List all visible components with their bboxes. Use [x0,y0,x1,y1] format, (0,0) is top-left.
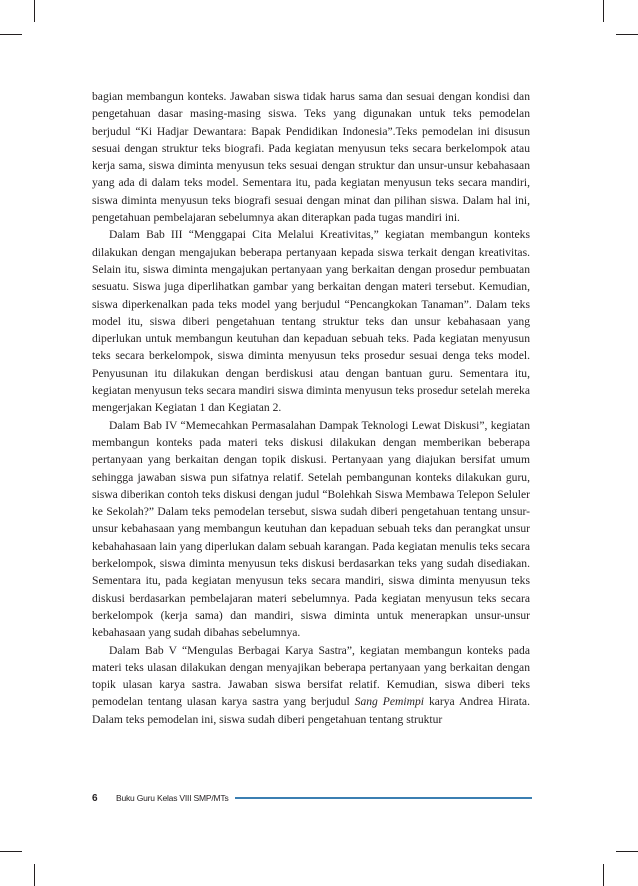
page-number: 6 [92,792,98,804]
crop-mark [616,34,638,35]
paragraph-4: Dalam Bab V “Mengulas Berbagai Karya Sastra”, kegiatan membangun konteks pada materi teks ulasan dilakukan dengan menyajikan beberapa pertanyaan yang berkaitan dengan topik ulasan karya sastra. Jawaban siswa bersifat relatif. Kemudian, siswa diberi teks pemodelan tentang ulasan karya sastra yang berjudul Sang Pemimpi karya Andrea Hirata. Dalam teks pemodelan ini, siswa sudah diberi pengetahuan tentang struktur [92,643,530,726]
crop-mark [603,0,604,22]
paragraph-1: bagian membangun konteks. Jawaban siswa tidak harus sama dan sesuai dengan kondisi dan pengetahuan dasar masing-masing siswa. Teks yang digunakan untuk teks pemodelan berjudul “Ki Hadjar Dewantara: Bapak Pendidikan Indonesia”.Teks pemodelan ini disusun sesuai dengan struktur teks biografi. Pada kegiatan menyusun teks secara berkelompok atau kerja sama, siswa diminta menyusun teks sesuai dengan struktur dan unsur-unsur kebahasaan yang ada di dalam teks model. Sementara itu, pada kegiatan menyusun teks secara mandiri, siswa diminta menyusun teks biografi sesuai dengan minat dan pilihan siswa. Dalam hal ini, pengetahuan pembelajaran sebelumnya akan diterapkan pada tugas mandiri ini. [92,90,530,225]
crop-mark [0,851,22,852]
crop-mark [616,851,638,852]
page-footer [92,790,532,806]
paragraph-2: Dalam Bab III “Menggapai Cita Melalui Kreativitas,” kegiatan membangun konteks dilakukan dengan mengajukan beberapa pertanyaan kepada siswa terkait dengan kreativitas. Selain itu, siswa diminta mengajukan pertanyaan yang berkaitan dengan prosedur pembuatan sesuatu. Siswa juga diperlihatkan gambar yang berkaitan dengan materi tersebut. Kemudian, siswa diperkenalkan pada teks model yang berjudul “Pencangkokan Tanaman”. Dalam teks model itu, siswa diberi pengetahuan tentang struktur teks dan unsur kebahasaan yang diperlukan untuk membangun keutuhan dan kepaduan sebuah teks. Pada kegiatan menyusun teks secara berkelompok, siswa diminta menyusun teks prosedur sesuai denga teks model. Penyusunan itu dilakukan dengan berdiskusi atau dengan bantuan guru. Sementara itu, kegiatan menyusun teks secara mandiri siswa diminta menyusun teks prosedur setelah mereka mengerjakan Kegiatan 1 dan Kegiatan 2. [92,228,530,415]
crop-mark [603,864,604,886]
footer-book-title: Buku Guru Kelas VIII SMP/MTs [116,793,229,803]
body-text [92,88,530,728]
crop-mark [34,0,35,22]
footer-rule [235,797,533,799]
paragraph-3: Dalam Bab IV “Memecahkan Permasalahan Dampak Teknologi Lewat Diskusi”, kegiatan membangun konteks pada materi teks diskusi dilakukan dengan memberikan beberapa pertanyaan yang berkaitan dengan topik diskusi. Pertanyaan yang diajukan bersifat umum sehingga jawaban siswa pun sifatnya relatif. Setelah pembangunan konteks dilakukan guru, siswa diberikan contoh teks diskusi dengan judul “Bolehkah Siswa Membawa Telepon Seluler ke Sekolah?” Dalam teks pemodelan tersebut, siswa sudah diberi pengetahuan tentang unsur-unsur kebahasaan yang membangun keutuhan dan kepaduan sebuah teks dan perangkat unsur kebahahasaan lain yang diperlukan dalam sebuah karangan. Pada kegiatan menulis teks secara berkelompok, siswa diminta menyusun teks diskusi berdasarkan teks yang sudah disediakan. Sementara itu, pada kegiatan menyusun teks secara mandiri, siswa diminta menyusun teks diskusi berdasarkan pembelajaran materi sebelumnya. Pada kegiatan menyusun teks secara berkelompok (kerja sama) dan mandiri, siswa diminta untuk menerapkan unsur-unsur kebahasaan yang sudah dibahas sebelumnya. [92,418,530,640]
crop-mark [0,34,22,35]
crop-mark [34,864,35,886]
book-title-italic: Sang Pemimpi [354,695,424,709]
